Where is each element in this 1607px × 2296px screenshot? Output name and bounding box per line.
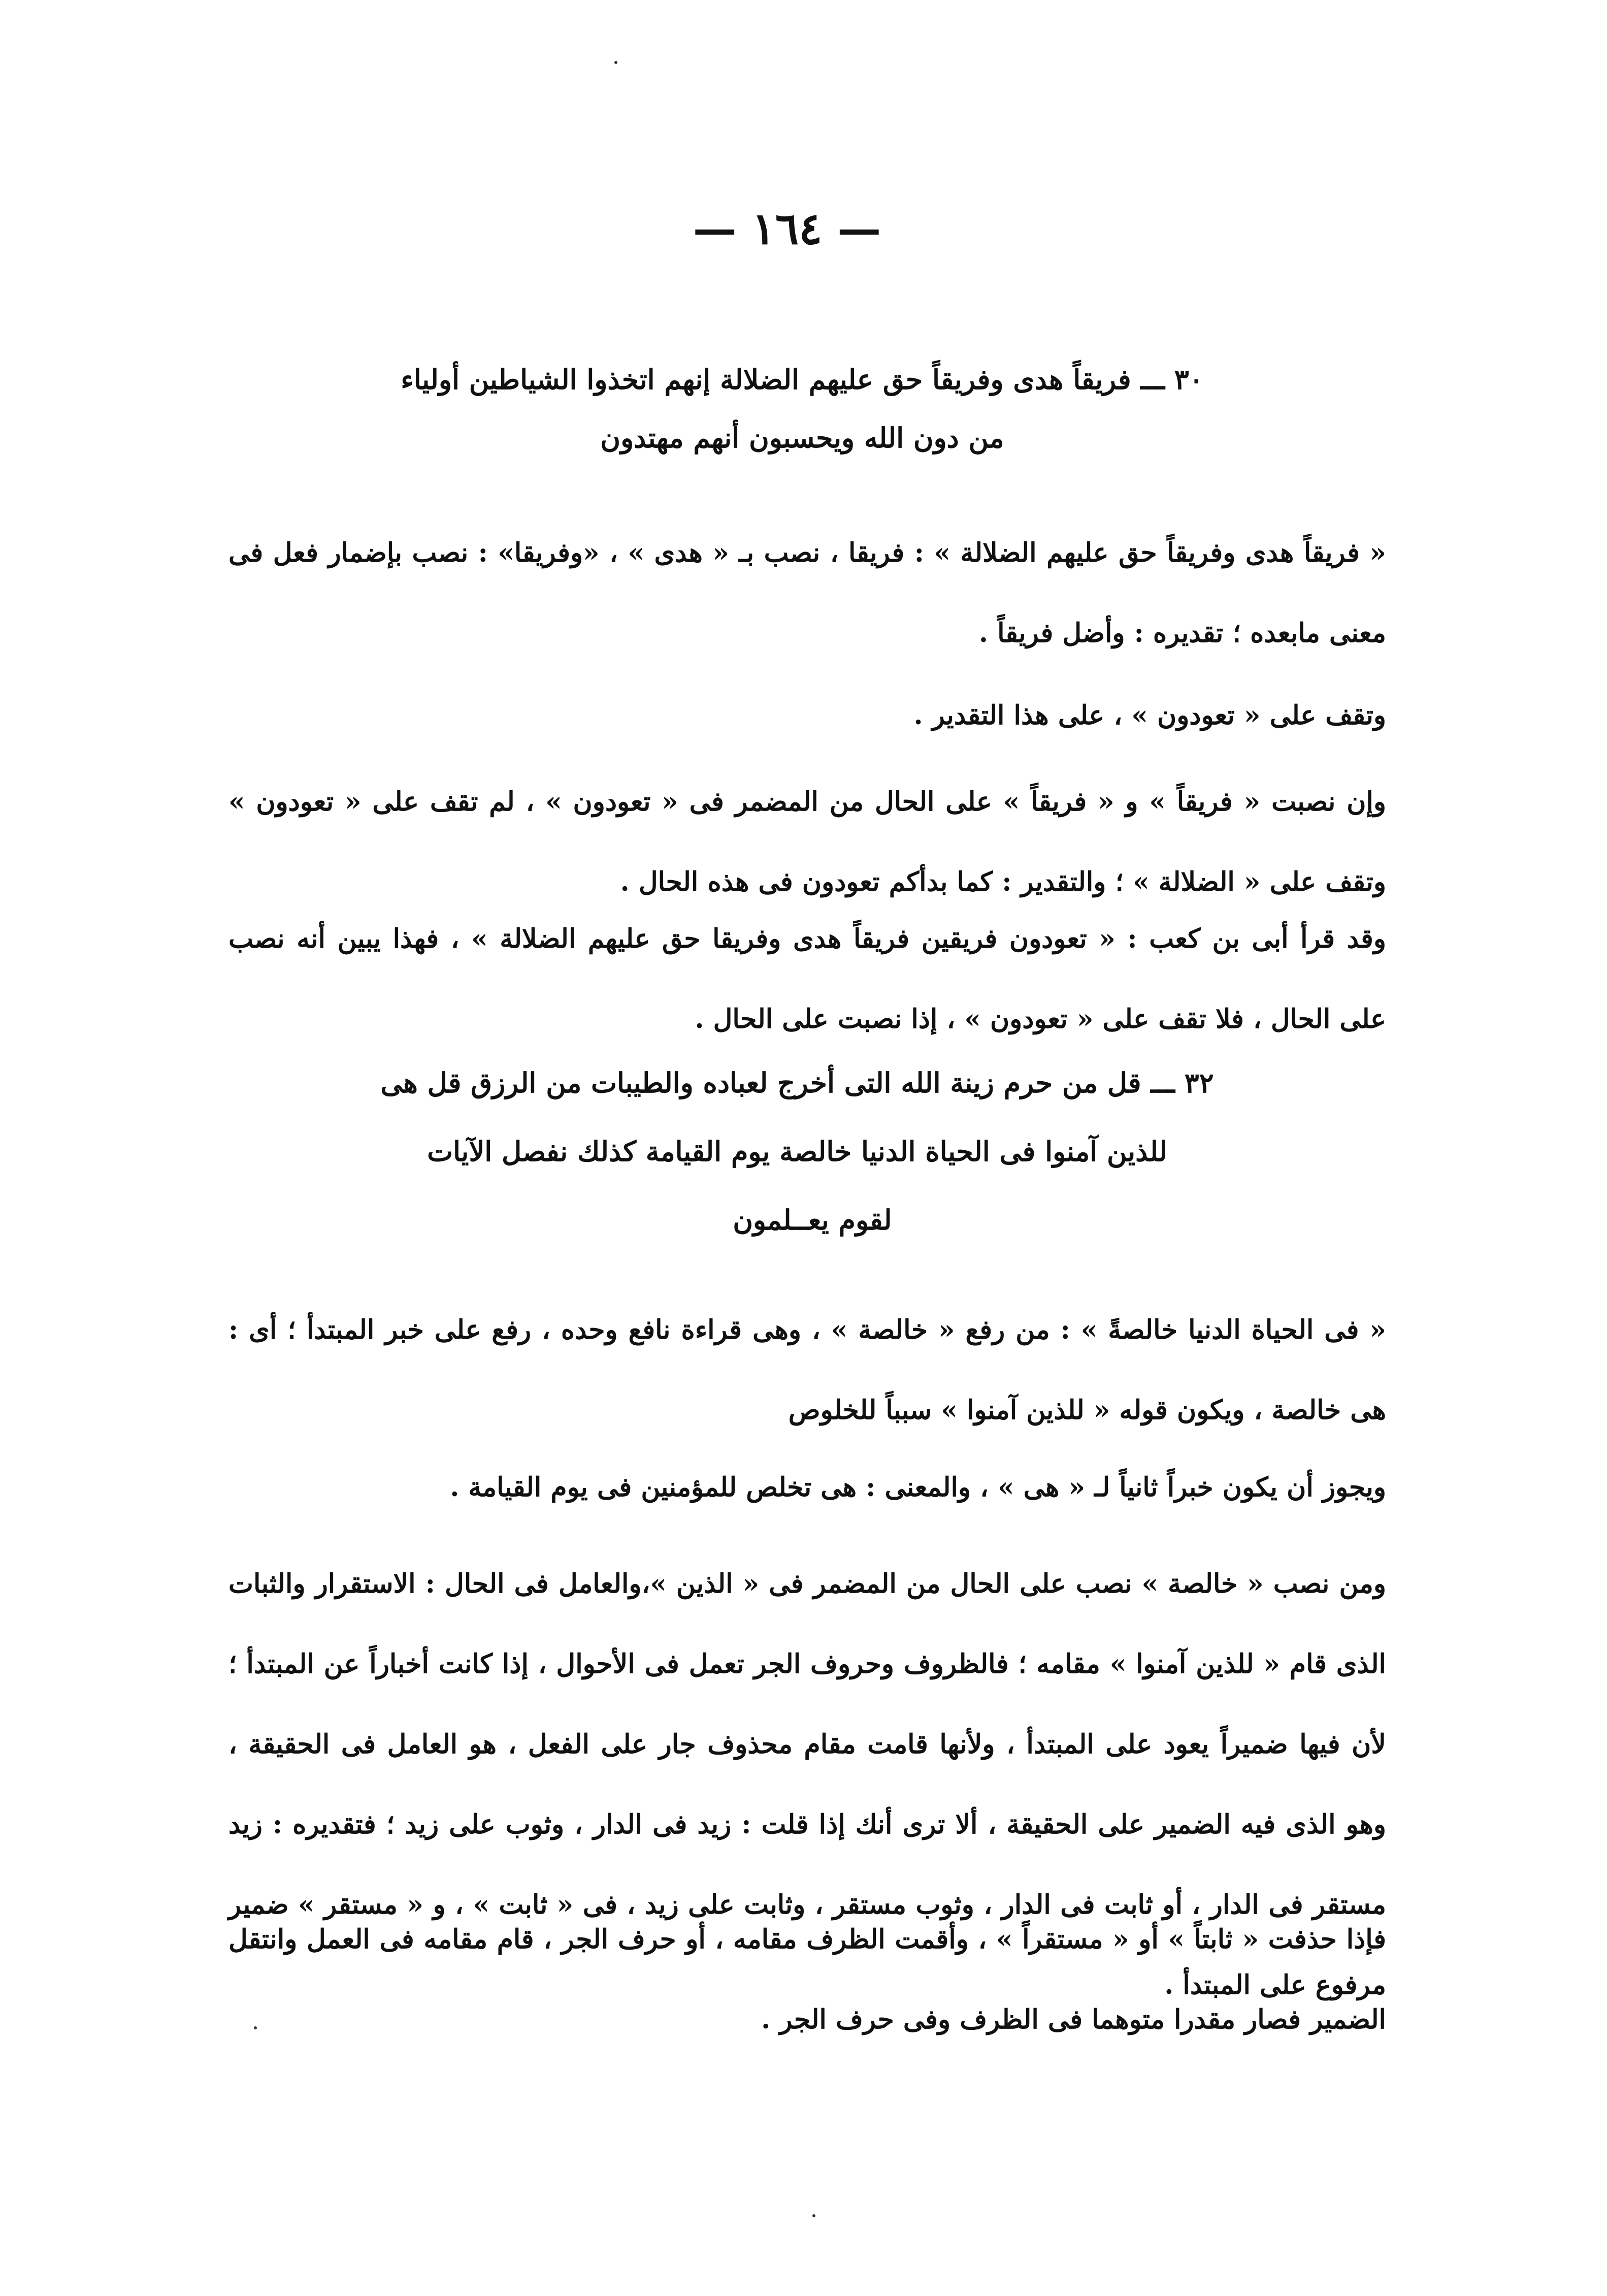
verse-30-line-1: ٣٠ ـــ فريقاً هدى وفريقاً حق عليهم الضلالة إنهم اتخذوا الشياطين أولياء [401,363,1204,396]
paragraph-5: « فى الحياة الدنيا خالصةً » : من رفع « خالصة » ، وهى قراءة نافع وحده ، رفع على خبر المبتدأ ؛ أى : هى خالصة ، ويكون قوله « للذين آمنوا » سبباً للخلوص [228,1314,1386,1426]
paragraph-3: وإن نصبت « فريقاً » و « فريقاً » على الحال من المضمر فى « تعودون » ، لم تقف على « تعودون » وتقف على « الضلالة » ؛ والتقدير : كما بدأكم تعودون فى هذه الحال . [228,786,1386,897]
paragraph-7: ومن نصب « خالصة » نصب على الحال من المضمر فى « الذين »،والعامل فى الحال : الاستقرار والثبات الذى قام « للذين آمنوا » مقامه ؛ فالظروف وحروف الجر تعمل فى الأحوال ، إذا كانت أخباراً عن المبتدأ ؛ لأن فيها ضميراً يعود على المبتدأ ، ولأنها قامت مقام محذوف جار على الفعل ، هو العامل فى الحقيقة ، وهو الذى فيه الضمير على الحقيقة ، ألا ترى أنك إذا قلت : زيد فى الدار ، وثوب على زيد ؛ فتقديره : زيد مستقر فى الدار ، أو ثابت فى الدار ، وثوب مستقر ، وثابت على زيد ، فى « ثابت » ، و « مستقر » ضمير مرفوع على المبتدأ . [228,1568,1386,2000]
verse-32-line-3: لقوم يعــلمون [733,1204,892,1236]
page-number: — ١٦٤ — [693,203,881,254]
paragraph-4: وقد قرأ أبى بن كعب : « تعودون فريقين فريقاً هدى وفريقا حق عليهم الضلالة » ، فهذا يبين أنه نصب على الحال ، فلا تقف على « تعودون » ، إذا نصبت على الحال . [228,923,1386,1034]
paragraph-1: « فريقاً هدى وفريقاً حق عليهم الضلالة » : فريقا ، نصب بـ « هدى » ، «وفريقا» : نصب بإضمار فعل فى معنى مابعده ؛ تقديره : وأضل فريقاً . [228,537,1386,649]
scan-speck [254,2026,257,2029]
verse-30-line-2: من دون الله ويحسبون أنهم مهتدون [600,422,1004,454]
paragraph-2: وتقف على « تعودون » ، على هذا التقدير . [913,700,1386,731]
paragraph-8: فإذا حذفت « ثابتاً » أو « مستقراً » ، وأقمت الظرف مقامه ، أو حرف الجر ، قام مقامه فى العمل وانتقل الضمير فصار مقدرا متوهما فى الظرف وفى حرف الجر . [228,1924,1386,2035]
verse-32-line-2: للذين آمنوا فى الحياة الدنيا خالصة يوم القيامة كذلك نفصل الآيات [427,1135,1167,1168]
scan-speck [812,2214,815,2217]
paragraph-6: ويجوز أن يكون خبراً ثانياً لـ « هى » ، والمعنى : هى تخلص للمؤمنين فى يوم القيامة . [450,1472,1386,1503]
scan-speck [614,61,617,64]
verse-32-line-1: ٣٢ ـــ قل من حرم زينة الله التى أخرج لعباده والطيبات من الرزق قل هى [380,1066,1214,1099]
